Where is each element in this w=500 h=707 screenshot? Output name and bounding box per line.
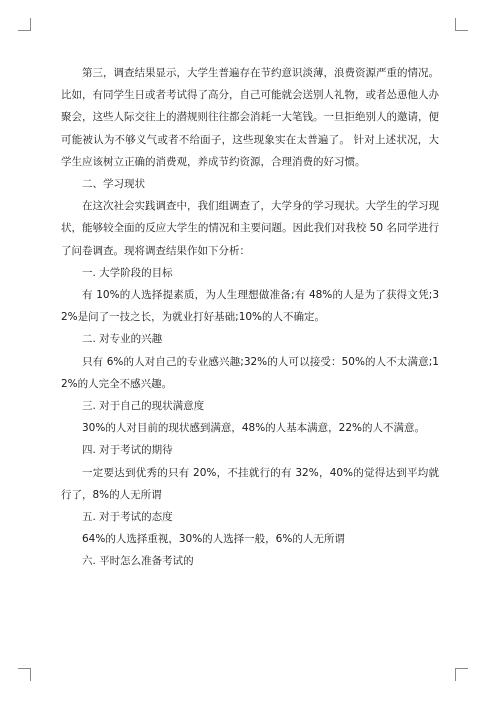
subheading-satisfaction: 三. 对于自己的现状满意度 (82, 400, 205, 413)
paragraph-saving-awareness: 第三，调查结果显示，大学生普遍存在节约意识淡薄，浪费资源严重的情况。 比如，有同学生日或者考试得了高分，自己可能就会送别人礼物，或者怂恿他人办聚会，这些人际交往上的潜规则往往都会消耗一大笔钱。一旦拒绝别人的邀请，便可能被认为不够义气或者不给面子，这些现象实在太普遍了。 针对上述状况，大学生应该树立正确的消费观，养成节约资源，合理消费的好习惯。 (61, 67, 439, 168)
crop-mark-top-left (18, 18, 31, 31)
paragraph-major-interest: 只有 6%的人对自己的专业感兴趣;32%的人可以接受：50%的人不太满意;12%的人完全不感兴趣。 (61, 355, 439, 390)
section-heading-study-status: 二、学习现状 (82, 178, 145, 191)
subheading-exam-attitude: 五. 对于考试的态度 (82, 511, 173, 524)
subheading-goals: 一. 大学阶段的目标 (82, 266, 173, 279)
document-body (61, 62, 439, 573)
paragraph-survey-intro: 在这次社会实践调查中，我们组调查了，大学身的学习现状。大学生的学习现状，能够较全面的反应大学生的情况和主要问题。因此我们对我校 50 名同学进行了问卷调查。现将调查结果作如下分析： (61, 200, 439, 257)
subheading-major-interest: 二. 对专业的兴趣 (82, 333, 163, 346)
subheading-exam-preparation: 六. 平时怎么准备考试的 (82, 555, 194, 568)
paragraph-goals: 有 10%的人选择提素质，为人生理想做准备;有 48%的人是为了获得文凭;32%是问了一技之长，为就业打好基础;10%的人不确定。 (61, 289, 439, 324)
crop-mark-bottom-left (18, 668, 31, 681)
crop-mark-top-right (455, 18, 468, 31)
paragraph-satisfaction: 30%的人对目前的现状感到满意，48%的人基本满意，22%的人不满意。 (82, 422, 426, 435)
paragraph-exam-expectation: 一定要达到优秀的只有 20%，不挂就行的有 32%，40%的觉得达到平均就行了，8%的人无所谓 (61, 466, 439, 501)
subheading-exam-expectation: 四. 对于考试的期待 (82, 444, 173, 457)
paragraph-exam-attitude: 64%的人选择重视，30%的人选择一般，6%的人无所谓 (82, 533, 345, 546)
crop-mark-bottom-right (455, 668, 468, 681)
